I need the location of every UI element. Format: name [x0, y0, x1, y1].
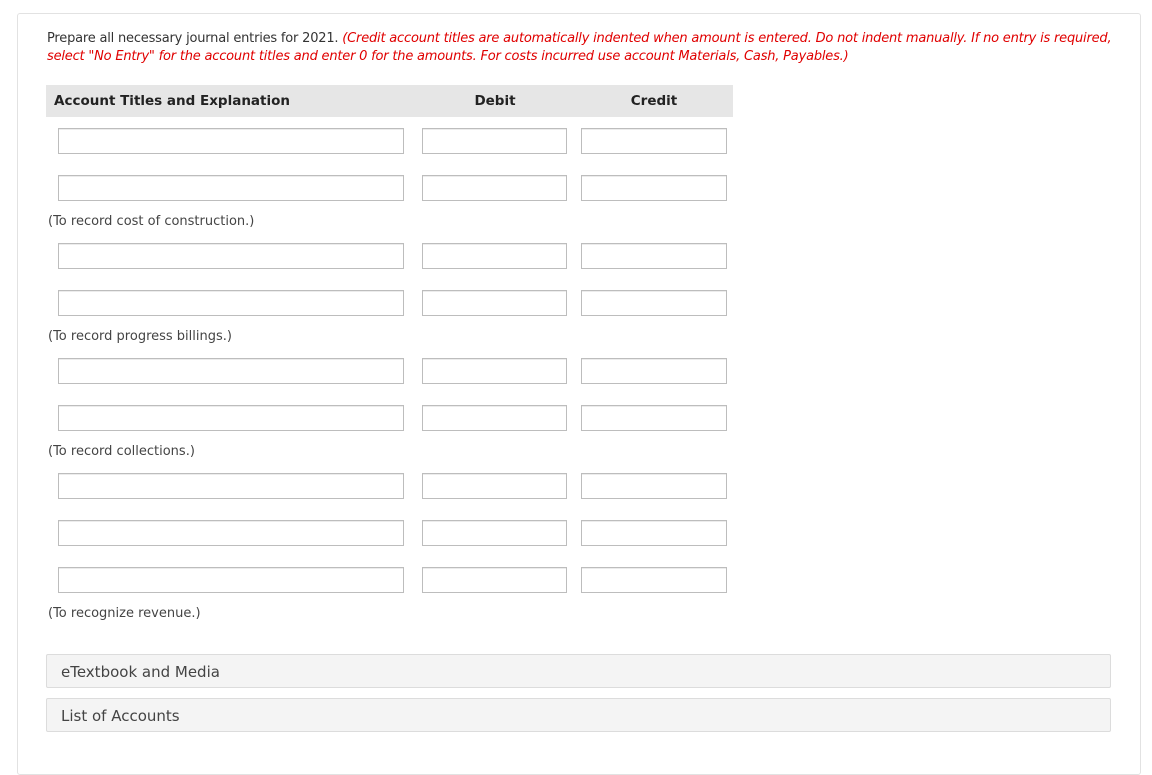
account-title-input[interactable] — [58, 290, 404, 316]
header-credit: Credit — [630, 93, 678, 109]
instructions-text: Prepare all necessary journal entries for 2021. — [47, 31, 339, 46]
account-title-input[interactable] — [58, 567, 404, 593]
etextbook-media-label: eTextbook and Media — [61, 663, 220, 681]
instructions-note: (Credit account titles are automatically indented when amount is entered. Do not indent manually. If no entry is required, select "No Entry" for the account titles and enter 0 for the amounts. For costs incurred use account Materials, Cash, Payables.) — [47, 31, 1112, 64]
explanation-collections: (To record collections.) — [48, 444, 195, 459]
account-title-input[interactable] — [58, 520, 404, 546]
credit-input[interactable] — [581, 175, 727, 201]
credit-input[interactable] — [581, 473, 727, 499]
explanation-recognize-revenue: (To recognize revenue.) — [48, 606, 201, 621]
credit-input[interactable] — [581, 290, 727, 316]
debit-input[interactable] — [422, 128, 567, 154]
credit-input[interactable] — [581, 358, 727, 384]
account-title-input[interactable] — [58, 405, 404, 431]
debit-input[interactable] — [422, 290, 567, 316]
header-debit: Debit — [474, 93, 516, 109]
debit-input[interactable] — [422, 473, 567, 499]
account-title-input[interactable] — [58, 175, 404, 201]
debit-input[interactable] — [422, 405, 567, 431]
explanation-cost-of-construction: (To record cost of construction.) — [48, 214, 255, 229]
etextbook-media-panel[interactable] — [46, 654, 1111, 688]
debit-input[interactable] — [422, 243, 567, 269]
debit-input[interactable] — [422, 175, 567, 201]
list-of-accounts-label: List of Accounts — [61, 707, 180, 725]
debit-input[interactable] — [422, 358, 567, 384]
credit-input[interactable] — [581, 128, 727, 154]
debit-input[interactable] — [422, 520, 567, 546]
credit-input[interactable] — [581, 520, 727, 546]
instructions — [47, 30, 1117, 66]
credit-input[interactable] — [581, 405, 727, 431]
list-of-accounts-panel[interactable] — [46, 698, 1111, 732]
credit-input[interactable] — [581, 243, 727, 269]
explanation-progress-billings: (To record progress billings.) — [48, 329, 232, 344]
account-title-input[interactable] — [58, 473, 404, 499]
debit-input[interactable] — [422, 567, 567, 593]
account-title-input[interactable] — [58, 358, 404, 384]
account-title-input[interactable] — [58, 128, 404, 154]
header-account-titles: Account Titles and Explanation — [54, 93, 291, 109]
journal-table-header — [46, 85, 733, 117]
credit-input[interactable] — [581, 567, 727, 593]
account-title-input[interactable] — [58, 243, 404, 269]
